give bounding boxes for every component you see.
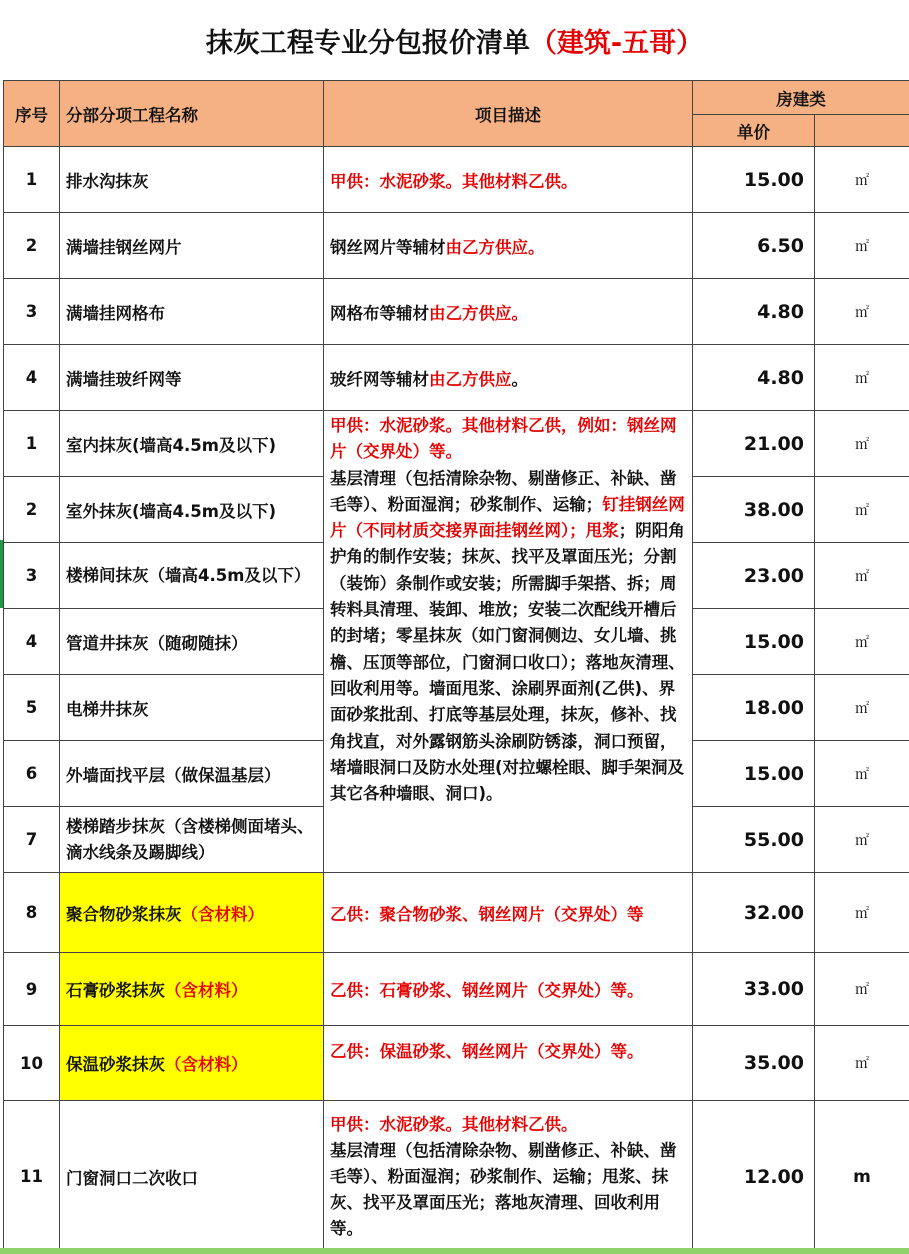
header-group: 房建类	[693, 81, 909, 115]
row-name: 室内抹灰(墙高4.5m及以下)	[60, 411, 324, 477]
merged-desc	[324, 411, 693, 873]
merged-desc-text-2: ；阴阳角护角的制作安装；抹灰、找平及罩面压光；分割（装饰）条制作或安装；所需脚手架搭、拆；周转料具清理、装卸、堆放；安装二次配线开槽后的封堵；零星抹灰（如门窗洞侧边、女儿墙、挑檐、压顶等部位，门窗洞口收口）；落地灰清理、回收利用等。墙面甩浆、涂刷界面剂(乙供)、界面砂浆批刮、打底等基层处理，抹灰，修补、找角找直，对外露钢筋头涂刷防锈漆，洞口预留，堵墙眼洞口及防水处理(对拉螺栓眼、脚手架洞及其它各种墙眼、洞口)。	[330, 521, 685, 804]
row-price: 6.50	[693, 213, 815, 279]
row-unit: m	[815, 1101, 909, 1253]
row-no: 4	[4, 609, 60, 675]
row-name-text: 保温砂浆抹灰	[66, 1055, 165, 1074]
title-tag: （建筑-五哥）	[529, 27, 704, 59]
row-name: 外墙面找平层（做保温基层）	[60, 741, 324, 807]
row-unit: ㎡	[815, 873, 909, 953]
row-name	[60, 953, 324, 1026]
bottom-highlight-bar	[0, 1248, 909, 1254]
table-row	[4, 1026, 909, 1101]
row-unit: ㎡	[815, 279, 909, 345]
row-name: 满墙挂玻纤网等	[60, 345, 324, 411]
row-name: 满墙挂钢丝网片	[60, 213, 324, 279]
row-no: 1	[4, 411, 60, 477]
row-name: 管道井抹灰（随砌随抹）	[60, 609, 324, 675]
header-price: 单价	[693, 115, 815, 147]
desc-tail-text: 。	[511, 369, 528, 389]
row-desc: 乙供：聚合物砂浆、钢丝网片（交界处）等	[324, 873, 693, 953]
row-unit: ㎡	[815, 609, 909, 675]
row-name	[60, 873, 324, 953]
row-unit: ㎡	[815, 675, 909, 741]
row-no: 5	[4, 675, 60, 741]
row-name: 楼梯踏步抹灰（含楼梯侧面堵头、滴水线条及踢脚线）	[60, 807, 324, 873]
row-no: 10	[4, 1026, 60, 1101]
row-unit: ㎡	[815, 147, 909, 213]
table-row	[4, 147, 909, 213]
page-title	[0, 0, 909, 80]
row-no: 2	[4, 213, 60, 279]
row-no: 9	[4, 953, 60, 1026]
row-unit: ㎡	[815, 477, 909, 543]
row-no: 3	[4, 543, 60, 609]
desc-text: 网格布等辅材	[330, 303, 429, 323]
row-price: 15.00	[693, 147, 815, 213]
row-price: 15.00	[693, 741, 815, 807]
title-main: 抹灰工程专业分包报价清单	[205, 27, 530, 59]
row-name-red: （含材料）	[181, 904, 264, 924]
row-name-red: （含材料）	[165, 981, 248, 1000]
row-price: 32.00	[693, 873, 815, 953]
table-row	[4, 345, 909, 411]
row-unit: ㎡	[815, 543, 909, 609]
row-no: 2	[4, 477, 60, 543]
table-row	[4, 279, 909, 345]
row-price: 4.80	[693, 279, 815, 345]
row-no: 7	[4, 807, 60, 873]
quote-table	[3, 80, 909, 1253]
row-name: 楼梯间抹灰（墙高4.5m及以下）	[60, 543, 324, 609]
row-no: 6	[4, 741, 60, 807]
row-price: 12.00	[693, 1101, 815, 1253]
row-name	[60, 1026, 324, 1101]
row-unit: ㎡	[815, 1026, 909, 1101]
header-desc: 项目描述	[324, 81, 693, 147]
merged-desc-red-2: 钉挂钢丝网片（不同材质交接界面挂钢丝网）；甩浆	[330, 494, 685, 541]
merged-desc-red: 甲供：水泥砂浆。其他材料乙供，例如：钢丝网片（交界处）等。	[330, 416, 677, 462]
header-unit	[815, 115, 909, 147]
table-row	[4, 213, 909, 279]
desc-text: 玻纤网等辅材	[330, 369, 429, 389]
table-row	[4, 873, 909, 953]
row-unit: ㎡	[815, 411, 909, 477]
row-name: 室外抹灰(墙高4.5m及以下)	[60, 477, 324, 543]
row-name-text: 石膏砂浆抹灰	[66, 981, 165, 1000]
header-seq: 序号	[4, 81, 60, 147]
row-desc: 乙供：石膏砂浆、钢丝网片（交界处）等。	[324, 953, 693, 1026]
row-desc	[324, 213, 693, 279]
row-price: 18.00	[693, 675, 815, 741]
header-row	[4, 81, 909, 115]
row-name: 门窗洞口二次收口	[60, 1101, 324, 1253]
table-row	[4, 411, 909, 477]
desc-red-text: 甲供：水泥砂浆。其他材料乙供。	[330, 1114, 578, 1134]
desc-red-text: 由乙方供应。	[445, 237, 545, 257]
row-price: 15.00	[693, 609, 815, 675]
row-name: 满墙挂网格布	[60, 279, 324, 345]
desc-red-text: 由乙方供应。	[429, 303, 528, 323]
table-row	[4, 953, 909, 1026]
row-name: 电梯井抹灰	[60, 675, 324, 741]
row-unit: ㎡	[815, 213, 909, 279]
desc-text: 基层清理（包括清除杂物、剔凿修正、补缺、凿毛等）、粉面湿润；砂浆制作、运输；甩浆、抹灰、找平及罩面压光；落地灰清理、回收利用等。	[330, 1140, 677, 1238]
row-price: 4.80	[693, 345, 815, 411]
row-price: 38.00	[693, 477, 815, 543]
row-name: 排水沟抹灰	[60, 147, 324, 213]
row-price: 33.00	[693, 953, 815, 1026]
row-name-text: 聚合物砂浆抹灰	[66, 904, 182, 924]
desc-red-text: 由乙方供应	[429, 369, 512, 389]
merged-desc-text: 基层清理（包括清除杂物、剔凿修正、补缺、凿毛等）、粉面湿润；砂浆制作、运输；	[330, 468, 677, 514]
row-unit: ㎡	[815, 953, 909, 1026]
table-row	[4, 1101, 909, 1253]
row-price: 23.00	[693, 543, 815, 609]
header-name: 分部分项工程名称	[60, 81, 324, 147]
row-no: 4	[4, 345, 60, 411]
row-price: 21.00	[693, 411, 815, 477]
row-no: 8	[4, 873, 60, 953]
row-unit: ㎡	[815, 741, 909, 807]
row-no: 11	[4, 1101, 60, 1253]
row-price: 55.00	[693, 807, 815, 873]
row-desc: 甲供：水泥砂浆。其他材料乙供。	[324, 147, 693, 213]
row-desc	[324, 1101, 693, 1253]
row-no: 3	[4, 279, 60, 345]
row-no: 1	[4, 147, 60, 213]
desc-text: 钢丝网片等辅材	[330, 237, 446, 257]
row-desc	[324, 279, 693, 345]
row-selection-marker	[0, 540, 3, 608]
row-desc	[324, 345, 693, 411]
row-unit: ㎡	[815, 345, 909, 411]
row-unit: ㎡	[815, 807, 909, 873]
row-name-red: （含材料）	[165, 1055, 248, 1074]
row-desc: 乙供：保温砂浆、钢丝网片（交界处）等。	[324, 1026, 693, 1101]
row-price: 35.00	[693, 1026, 815, 1101]
